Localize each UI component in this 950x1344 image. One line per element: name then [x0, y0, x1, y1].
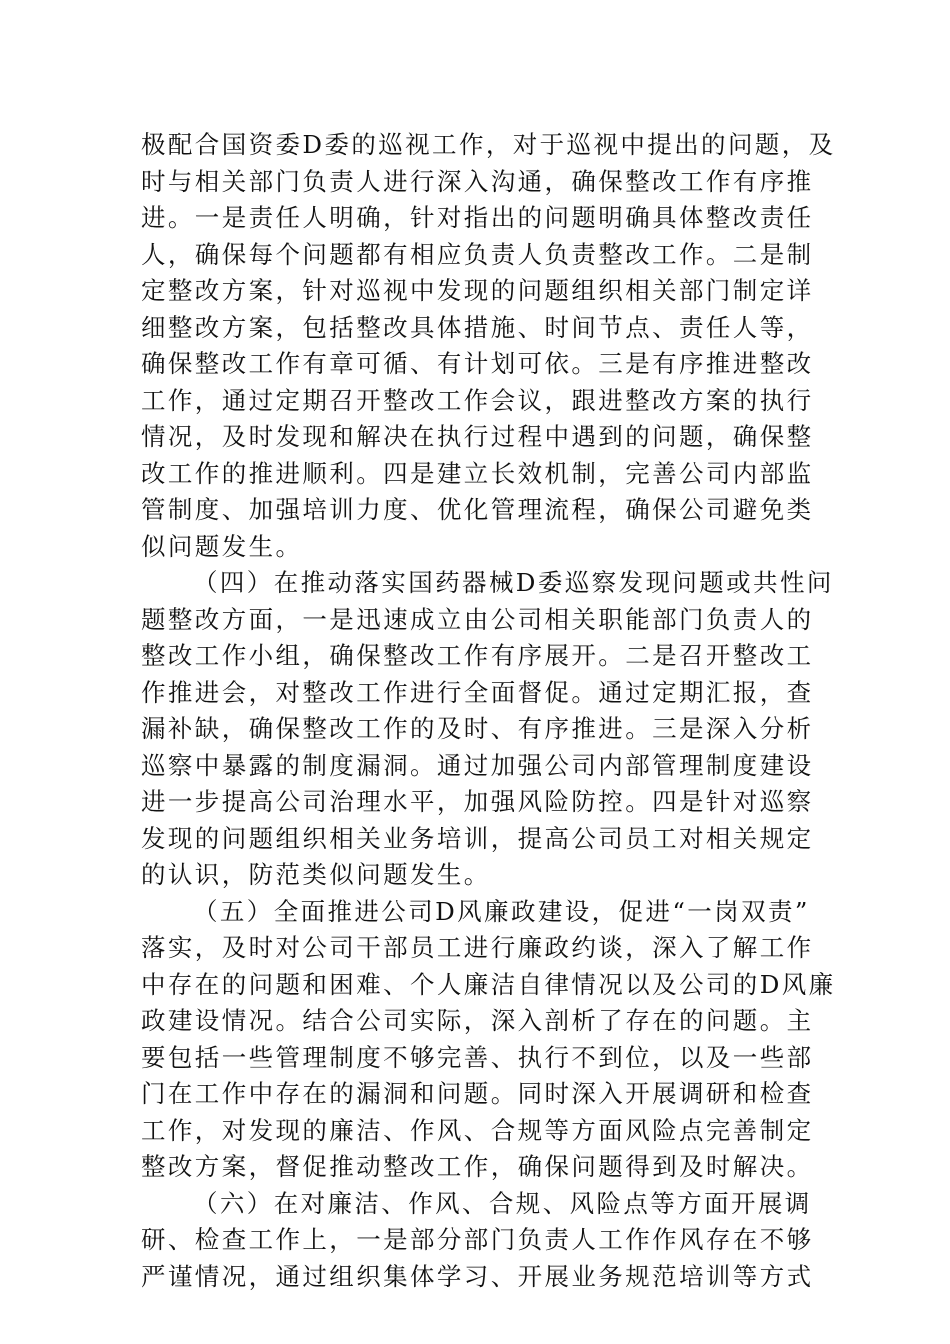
text-line: 细整改方案，包括整改具体措施、时间节点、责任人等，: [141, 312, 814, 342]
text-line: 题整改方面，一是迅速成立由公司相关职能部门负责人的: [141, 604, 814, 634]
text-line: 进。一是责任人明确，针对指出的问题明确具体整改责任: [141, 203, 814, 232]
text-line: 发现的问题组织相关业务培训，提高公司员工对相关规定: [141, 823, 814, 853]
text-line: 定整改方案，针对巡视中发现的问题组织相关部门制定详: [141, 276, 814, 305]
text-line: 的认识，防范类似问题发生。: [141, 860, 491, 889]
text-line: 作推进会，对整改工作进行全面督促。通过定期汇报，查: [141, 677, 814, 707]
text-line: 进一步提高公司治理水平，加强风险防控。四是针对巡察: [141, 787, 814, 816]
document-body: [141, 127, 836, 1295]
text-line: 政建设情况。结合公司实际，深入剖析了存在的问题。主: [141, 1006, 814, 1035]
section-4-heading-line: （四）在推动落实国药器械D委巡察发现问题或共性问: [193, 568, 834, 597]
text-line: 管制度、加强培训力度、优化管理流程，确保公司避免类: [141, 495, 814, 524]
text-line: 人，确保每个问题都有相应负责人负责整改工作。二是制: [141, 239, 814, 269]
text-line: 要包括一些管理制度不够完善、执行不到位，以及一些部: [141, 1042, 814, 1072]
text-line: 研、检查工作上，一是部分部门负责人工作作风存在不够: [141, 1225, 814, 1254]
text-line: 工作，通过定期召开整改工作会议，跟进整改方案的执行: [141, 385, 814, 415]
text-line: 情况，及时发现和解决在执行过程中遇到的问题，确保整: [141, 422, 814, 451]
text-line: 巡察中暴露的制度漏洞。通过加强公司内部管理制度建设: [141, 750, 814, 780]
section-6-heading-line: （六）在对廉洁、作风、合规、风险点等方面开展调: [193, 1188, 812, 1218]
text-line: 漏补缺，确保整改工作的及时、有序推进。三是深入分析: [141, 714, 814, 743]
section-5-heading-line: （五）全面推进公司D风廉政建设，促进“一岗双责”: [193, 896, 810, 926]
text-line: 似问题发生。: [141, 531, 303, 561]
text-line: 整改方案，督促推动整改工作，确保问题得到及时解决。: [141, 1152, 814, 1181]
text-line: 工作，对发现的廉洁、作风、合规等方面风险点完善制定: [141, 1115, 814, 1145]
text-line: 整改工作小组，确保整改工作有序展开。二是召开整改工: [141, 641, 814, 670]
text-line: 严谨情况，通过组织集体学习、开展业务规范培训等方式: [141, 1261, 814, 1291]
text-line: 确保整改工作有章可循、有计划可依。三是有序推进整改: [141, 349, 814, 378]
text-line: 时与相关部门负责人进行深入沟通，确保整改工作有序推: [141, 166, 814, 196]
text-line: 落实，及时对公司干部员工进行廉政约谈，深入了解工作: [141, 933, 814, 962]
text-line: 极配合国资委D委的巡视工作，对于巡视中提出的问题，及: [141, 130, 836, 159]
text-line: 改工作的推进顺利。四是建立长效机制，完善公司内部监: [141, 458, 814, 488]
text-line: 门在工作中存在的漏洞和问题。同时深入开展调研和检查: [141, 1079, 814, 1108]
text-line: 中存在的问题和困难、个人廉洁自律情况以及公司的D风廉: [141, 969, 836, 999]
